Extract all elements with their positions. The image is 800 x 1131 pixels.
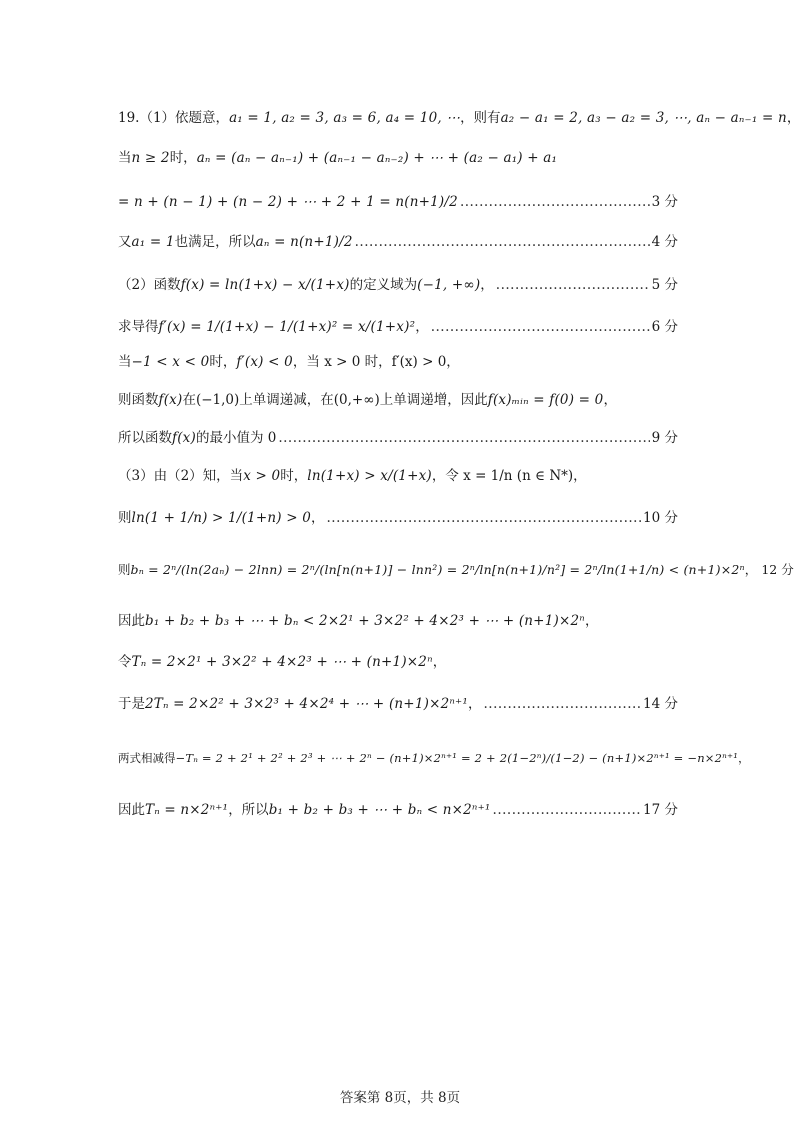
solution-line-6: 求导得 f′(x) = 1/(1+x) − 1/(1+x)² = x/(1+x)² ， ..... 6 分: [118, 317, 678, 337]
solution-line-17: 因此 Tₙ = n×2ⁿ⁺¹ ，所以 b₁ + b₂ + b₃ + ⋯ + bₙ < n×2ⁿ⁺¹ ..... 17 分: [118, 800, 678, 820]
solution-line-9: 所以函数 f(x) 的最小值为 0 ..... 9 分: [118, 428, 678, 448]
leader-dots: [355, 232, 650, 252]
leader-dots: [483, 694, 641, 714]
score-label: 4 分: [651, 234, 678, 250]
solution-line-14: 令 Tₙ = 2×2¹ + 3×2² + 4×2³ + ⋯ + (n+1)×2ⁿ ，: [118, 654, 447, 670]
leader-dots: [327, 508, 642, 528]
solution-line-4: 又 a₁ = 1 也满足，所以 aₙ = n(n+1)/2 ..... 4 分: [118, 232, 678, 252]
score-label: 9 分: [651, 430, 678, 446]
solution-line-13: 因此 b₁ + b₂ + b₃ + ⋯ + bₙ < 2×2¹ + 3×2² + 4×2³ + ⋯ + (n+1)×2ⁿ ，: [118, 613, 599, 629]
solution-line-15: 于是 2Tₙ = 2×2² + 3×2³ + 4×2⁴ + ⋯ + (n+1)×2ⁿ⁺¹ ， ..... 14 分: [118, 694, 678, 714]
leader-dots: [496, 275, 650, 295]
score-label: 6 分: [651, 319, 678, 335]
leader-dots: [431, 317, 650, 337]
score-label: 5 分: [651, 277, 678, 293]
leader-dots: [460, 192, 650, 212]
score-label: 17 分: [643, 802, 678, 818]
solution-line-8: 则函数 f(x) 在(−1,0)上单调递减，在(0,+∞)上单调递增，因此 f(x)ₘᵢₙ = f(0) = 0 ，: [118, 392, 617, 408]
score-label: 14 分: [643, 696, 678, 712]
solution-line-5: （2）函数 f(x) = ln(1+x) − x/(1+x) 的定义域为 (−1, +∞) ， ..... 5 分: [118, 275, 678, 295]
page-footer: 答案第 8页，共 8页: [339, 1090, 461, 1106]
leader-dots: [278, 428, 649, 448]
solution-line-16: 两式相减得 −Tₙ = 2 + 2¹ + 2² + 2³ + ⋯ + 2ⁿ − (n+1)×2ⁿ⁺¹ = 2 + 2(1−2ⁿ)/(1−2) − (n+1)×2ⁿ⁺¹ = −n×2ⁿ⁺¹ ，: [118, 751, 750, 765]
solution-line-1: 19.（1）依题意， a₁ = 1, a₂ = 3, a₃ = 6, a₄ = 10, ⋯ ，则有 a₂ − a₁ = 2, a₃ − a₂ = 3, ⋯, aₙ − aₙ₋₁ = n ，: [118, 110, 800, 126]
solution-line-3: = n + (n − 1) + (n − 2) + ⋯ + 2 + 1 = n(n+1)/2 ..... 3 分: [118, 192, 678, 212]
solution-line-2: 当 n ≥ 2 时， aₙ = (aₙ − aₙ₋₁) + (aₙ₋₁ − aₙ₋₂) + ⋯ + (a₂ − a₁) + a₁: [118, 150, 558, 166]
solution-line-7: 当 −1 < x < 0 时， f′(x) < 0 ，当 x > 0 时，f′(x) > 0，: [118, 354, 460, 370]
solution-line-11: 则 ln(1 + 1/n) > 1/(1+n) > 0 ， ..... 10 分: [118, 508, 678, 528]
score-label: 12 分: [761, 562, 794, 577]
solution-line-10: （3）由（2）知，当 x > 0 时， ln(1+x) > x/(1+x) ，令 x = 1/n (n ∈ N*)，: [118, 468, 587, 484]
solution-line-12: 则 bₙ = 2ⁿ/(ln(2aₙ) − 2lnn) = 2ⁿ/(ln[n(n+1)] − lnn²) = 2ⁿ/ln[n(n+1)/n²] = 2ⁿ/ln(1+1/n) < (n+1)×2ⁿ ， 12 分: [118, 560, 678, 580]
score-label: 3 分: [651, 194, 678, 210]
score-label: 10 分: [643, 510, 678, 526]
leader-dots: [493, 800, 641, 820]
